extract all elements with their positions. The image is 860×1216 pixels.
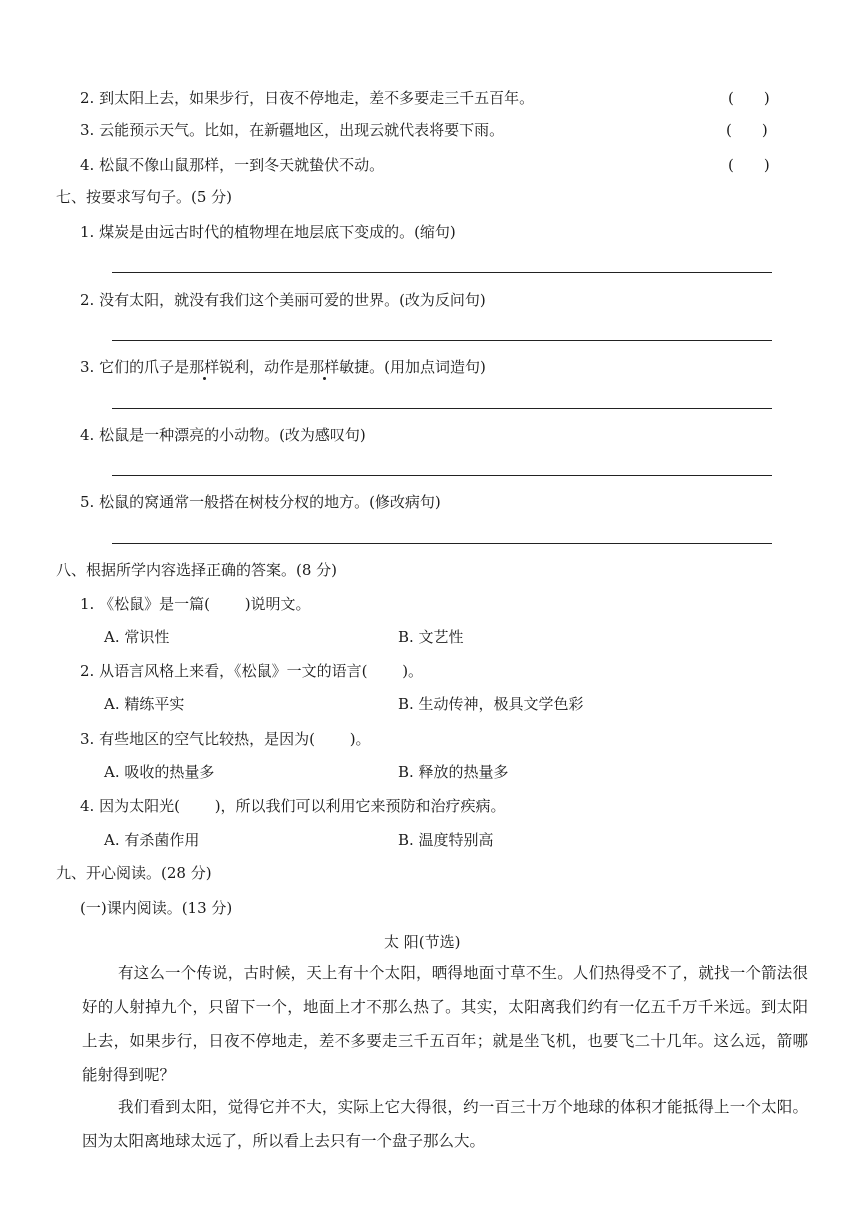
rewrite-item-4: 4. 松鼠是一种漂亮的小动物。(改为感叹句) [80, 426, 366, 444]
item3-part-3: 敏捷。(用加点词造句) [339, 358, 486, 376]
choice-1-option-b[interactable]: B. 文艺性 [398, 628, 464, 646]
judge-item-3: 3. 云能预示天气。比如，在新疆地区，出现云就代表将要下雨。 [80, 121, 505, 139]
passage-paragraph-1: 有这么一个传说，古时候，天上有十个太阳，晒得地面寸草不生。人们热得受不了，就找一个箭法很好的人射掉九个，只留下一个，地面上才不那么热了。其实，太阳离我们约有一亿五千万千米远。到太阳上去，如果步行，日夜不停地走，差不多要走三千五百年；就是坐飞机，也要飞二十几年。这么远，箭哪能射得到呢？ [82, 964, 808, 1084]
passage-title: 太 阳(节选) [384, 933, 461, 951]
item3-part-2: 锐利，动作是 [219, 358, 310, 376]
dotted-word-2: 那样 [309, 358, 340, 376]
judge-item-4: 4. 松鼠不像山鼠那样，一到冬天就蛰伏不动。 [80, 156, 385, 174]
answer-line-1[interactable] [112, 272, 772, 273]
choice-4-option-b[interactable]: B. 温度特别高 [398, 831, 494, 849]
answer-paren-3[interactable]: ( ) [726, 121, 768, 139]
choice-question-1: 1. 《松鼠》是一篇( )说明文。 [80, 595, 311, 613]
rewrite-item-5: 5. 松鼠的窝通常一般搭在树枝分杈的地方。(修改病句) [80, 493, 441, 511]
choice-3-option-a[interactable]: A. 吸收的热量多 [104, 763, 215, 781]
judge-item-2: 2. 到太阳上去，如果步行，日夜不停地走，差不多要走三千五百年。 [80, 89, 535, 107]
section-8-heading: 八、根据所学内容选择正确的答案。(8 分) [56, 561, 338, 579]
section-7-heading: 七、按要求写句子。(5 分) [56, 188, 233, 206]
choice-question-3: 3. 有些地区的空气比较热，是因为( )。 [80, 730, 371, 748]
choice-2-option-b[interactable]: B. 生动传神，极具文学色彩 [398, 695, 584, 713]
item3-part-1: 3. 它们的爪子是 [80, 358, 190, 376]
answer-line-5[interactable] [112, 543, 772, 544]
rewrite-item-3 [80, 357, 486, 377]
choice-1-option-a[interactable]: A. 常识性 [104, 628, 170, 646]
rewrite-item-2: 2. 没有太阳，就没有我们这个美丽可爱的世界。(改为反问句) [80, 291, 486, 309]
answer-line-4[interactable] [112, 475, 772, 476]
answer-line-3[interactable] [112, 408, 772, 409]
choice-4-option-a[interactable]: A. 有杀菌作用 [104, 831, 200, 849]
choice-question-2: 2. 从语言风格上来看，《松鼠》一文的语言( )。 [80, 662, 424, 680]
choice-2-option-a[interactable]: A. 精练平实 [104, 695, 185, 713]
rewrite-item-1: 1. 煤炭是由远古时代的植物埋在地层底下变成的。(缩句) [80, 223, 456, 241]
section-9-heading: 九、开心阅读。(28 分) [56, 864, 212, 882]
reading-subheading: (一)课内阅读。(13 分) [80, 899, 233, 917]
dotted-word-1: 那样 [189, 358, 220, 376]
choice-question-4: 4. 因为太阳光( )，所以我们可以利用它来预防和治疗疾病。 [80, 797, 506, 815]
answer-line-2[interactable] [112, 340, 772, 341]
passage-paragraph-2: 我们看到太阳，觉得它并不大，实际上它大得很，约一百三十万个地球的体积才能抵得上一个太阳。因为太阳离地球太远了，所以看上去只有一个盘子那么大。 [82, 1098, 808, 1150]
choice-3-option-b[interactable]: B. 释放的热量多 [398, 763, 509, 781]
answer-paren-4[interactable]: ( ) [728, 156, 770, 174]
answer-paren-2[interactable]: ( ) [728, 89, 770, 107]
